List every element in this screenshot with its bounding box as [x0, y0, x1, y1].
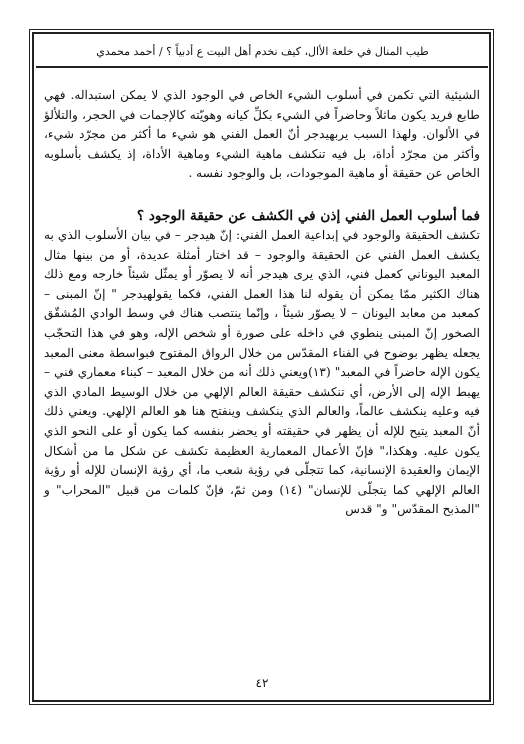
page-number: ٤٢ — [255, 676, 269, 690]
paragraph: تكشف الحقيقة والوجود في إبداعية العمل الفني: إنّ هيدجر – في بيان الأسلوب الذي به يكشف العمل الفني عن الحقيقة والوجود – قد اختار أمثلة عديدة، أو من بينها مثال المعبد اليوناني كعمل فني، الذي يرى هيدجر أنه لا يصوّر أو يمثّل شيئاً خارجه ومع ذلك هناك الكثير ممّا يمكن أن يقوله لنا هذا العمل الفني، فكما يقولهيدجر " إنّ المبنى – كمعبد من معابد اليونان – لا يصوّر شيئاً ، وإنّما ينتصب هناك في وسط الوادي المُشقّق الصخور إنّ المبنى ينطوي في داخله على صورة أو شخص الإله، وهو في هذا التحجّب يجعله يظهر بوضوح في الفناء المقدّس من خلال الرواق المفتوح فبواسطة معنى المعبد يكون الإله حاضراً في المعبد" (١٣)ويعني ذلك أنه من خلال المعبد – كبناء معماري فني – يهبط الإله إلى الأرض، أي تنكشف حقيقة العالم الإلهي من خلال الوسيط المادي الذي فيه وعليه ينكشف عالماً، والعالم الذي ينكشف وينفتح هنا هو العالم الإلهي. ويعني ذلك أنّ المعبد يتيح للإله أن يظهر في حقيقته أو يحضر بنفسه كما يكون أو على النحو الذي يكون عليه. وهكذا،" فإنّ الأعمال المعمارية العظيمة تكشف عن شكل ما من أشكال الإيمان والعقيدة الإنسانية، كما تتجلّى في رؤية شعب ما، أي رؤية الإنسان للإله أو رؤية العالم الإلهي كما يتجلّى للإنسان" (١٤) ومن ثمّ، فإنّ كلمات من قبيل "المحراب" و "المذبح المقدّس" و" قدس — [44, 227, 480, 517]
section-heading: فما أسلوب العمل الفني إذن في الكشف عن حقيقة الوجود ؟ — [136, 207, 480, 224]
header-rule — [36, 66, 488, 68]
page-body — [44, 86, 480, 520]
paragraph-gap — [44, 184, 480, 206]
paragraph: الشيئية التي تكمن في أسلوب الشيء الخاص في الوجود الذي لا يمكن استبداله. فهي طابع فريد يكون ماثلاً وحاضراً في الشيء بكلِّ كيانه وهويّته كالإجمات في الحجر، والتلألؤ في الألوان. ولهذا السبب يربهيدجر أنّ العمل الفني هو شيء ما أكثر من مجرّد شيء، وأكثر من مجرّد أداة، بل فيه تنكشف ماهية الشيء وماهية الأداة، إذ يكشف بأسلوبه الخاص عن حقيقة أو ماهية الموجودات، بل والوجود نفسه . — [44, 88, 480, 181]
running-header: طيب المنال في خلعة الأال، كيف نخدم أهل البيت ع أدبياً ؟ / أحمد محمدي — [96, 45, 429, 58]
